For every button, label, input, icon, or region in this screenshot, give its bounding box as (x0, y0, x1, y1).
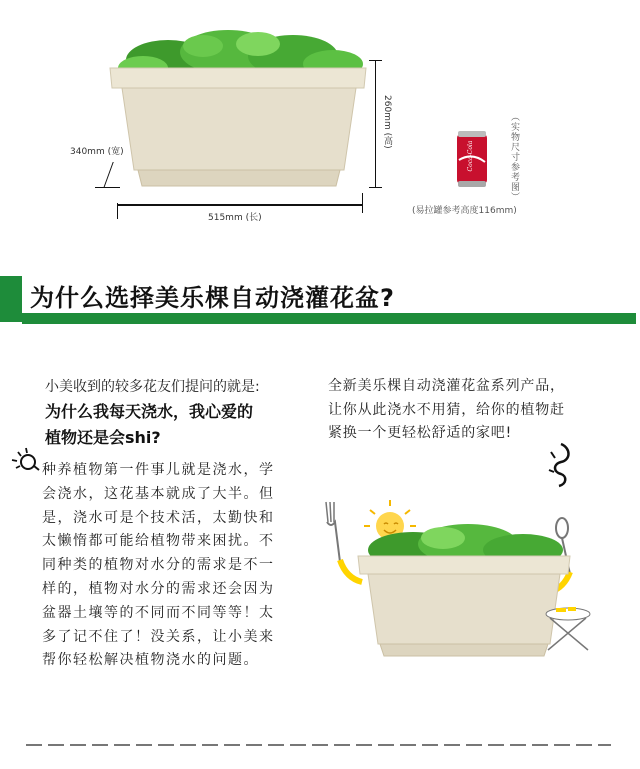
pitch-line: 紧换一个更轻松舒适的家吧! (328, 425, 513, 442)
height-label: 260mm (高) (382, 95, 392, 149)
body-line: 帮你轻松解决植物浇水的问题。 (42, 652, 259, 669)
cartoon-planter-illustration (318, 492, 608, 692)
question-heading (45, 399, 325, 451)
body-line: 样的，植物对水分的需求还会因为 (42, 580, 275, 597)
size-reference-note: （实物尺寸参考图） (509, 112, 519, 202)
intro-text: 小美收到的较多花友们提问的就是: (45, 379, 260, 395)
planter-product-image (108, 30, 370, 192)
fork-icon (326, 502, 340, 562)
width-label: 515mm (长) (208, 213, 262, 223)
depth-label: 340mm (宽) (70, 147, 124, 157)
body-line: 同种类的植物对水分的需求是不一 (42, 557, 275, 574)
section-divider (26, 744, 611, 746)
pitch-line: 让你从此浇水不用猜，给你的植物赶 (328, 401, 565, 418)
headline-accent (0, 276, 22, 322)
can-height-note: (易拉罐参考高度116mm) (412, 206, 517, 216)
product-pitch (328, 375, 608, 446)
watering-explanation (42, 459, 304, 673)
pitch-line: 全新美乐棵自动浇灌花盆系列产品， (328, 378, 565, 394)
body-line: 会浇水，这花基本就成了大半。但 (42, 485, 275, 502)
body-line: 多了记不住了！没关系，让小美来 (42, 628, 275, 645)
body-line: 盆器土壤等的不同而不同等等！太 (42, 604, 275, 621)
squiggle-doodle-icon (545, 440, 577, 492)
body-line: 是，浇水可是个技术活，太勤快和 (42, 509, 275, 526)
headline-underline (22, 313, 636, 324)
svg-text:Coca-Cola: Coca-Cola (467, 140, 474, 172)
question-line: 为什么我每天浇水，我心爱的 (45, 402, 254, 421)
body-line: 种养植物第一件事儿就是浇水，学 (42, 462, 275, 478)
lightbulb-icon (8, 446, 42, 474)
coke-can-image (455, 130, 489, 188)
body-line: 太懒惰都可能给植物带来困扰。不 (42, 533, 275, 550)
question-line: 植物还是会shi? (45, 428, 161, 447)
page-headline: 为什么选择美乐棵自动浇灌花盆? (30, 284, 395, 312)
